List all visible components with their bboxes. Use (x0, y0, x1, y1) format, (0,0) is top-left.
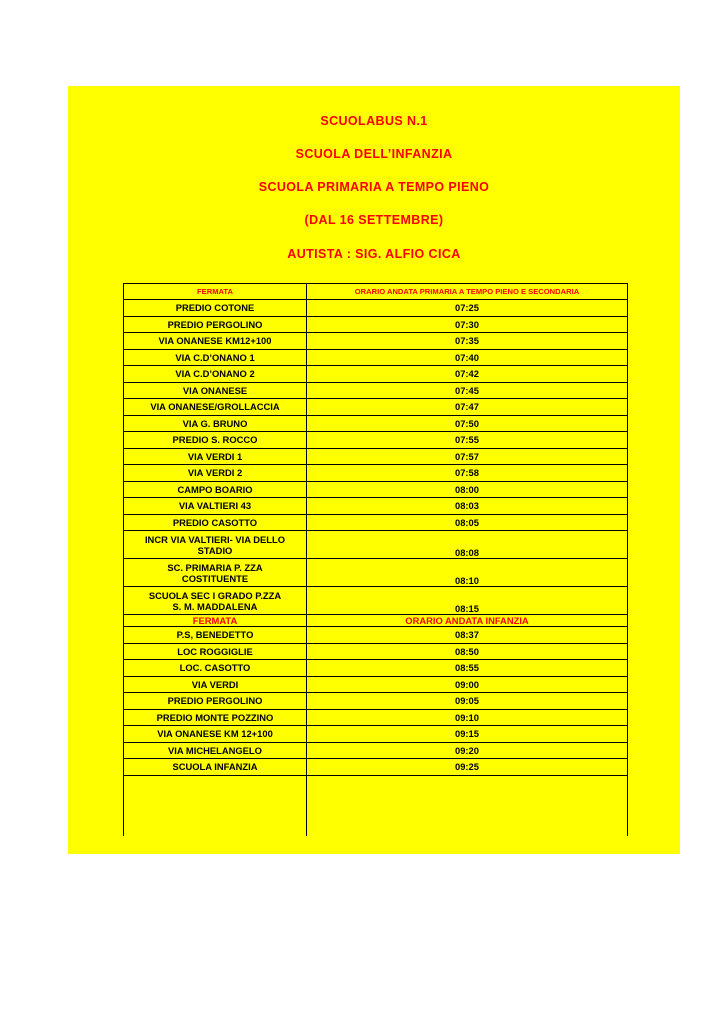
stop-name: VIA C.D’ONANO 1 (124, 349, 307, 366)
table-row (124, 676, 628, 693)
stop-name (124, 587, 307, 615)
school-primaria-title: SCUOLA PRIMARIA A TEMPO PIENO (258, 180, 490, 194)
start-date-title: (DAL 16 SETTEMBRE) (304, 213, 444, 227)
stop-name-line: INCR VIA VALTIERI- VIA DELLO (144, 533, 286, 545)
stop-name: VIA C.D’ONANO 2 (124, 366, 307, 383)
table-row (124, 514, 628, 531)
header-time: ORARIO ANDATA PRIMARIA A TEMPO PIENO E SECONDARIA (307, 284, 628, 300)
table-row (124, 481, 628, 498)
stop-time: 09:25 (307, 759, 628, 776)
table-row (124, 366, 628, 383)
table-row (124, 759, 628, 776)
stop-time: 08:10 (307, 559, 628, 587)
empty-cell (307, 775, 628, 836)
stop-time: 07:45 (307, 382, 628, 399)
stop-name: VIA VERDI (124, 676, 307, 693)
stop-time: 08:37 (307, 627, 628, 644)
stop-time: 08:05 (307, 514, 628, 531)
stop-name: VIA ONANESE KM12+100 (124, 333, 307, 350)
stop-time: 07:42 (307, 366, 628, 383)
table-row (124, 531, 628, 559)
stop-name: VIA MICHELANGELO (124, 742, 307, 759)
table-row (124, 415, 628, 432)
stop-name: PREDIO CASOTTO (124, 514, 307, 531)
stop-name-line: S. M. MADDALENA (172, 600, 258, 612)
stop-time: 08:03 (307, 498, 628, 515)
table-row (124, 382, 628, 399)
table-row (124, 349, 628, 366)
stop-name: VIA VALTIERI 43 (124, 498, 307, 515)
table-row (124, 709, 628, 726)
stop-name: VIA VERDI 2 (124, 465, 307, 482)
stop-time: 07:55 (307, 432, 628, 449)
table-row (124, 587, 628, 615)
header-time: ORARIO ANDATA INFANZIA (307, 615, 628, 627)
stop-time: 07:58 (307, 465, 628, 482)
stop-time: 07:57 (307, 448, 628, 465)
stop-time: 09:10 (307, 709, 628, 726)
stop-name: VIA VERDI 1 (124, 448, 307, 465)
empty-row (124, 775, 628, 836)
stop-name: PREDIO COTONE (124, 300, 307, 317)
stop-name: P.S, BENEDETTO (124, 627, 307, 644)
stop-time: 08:15 (307, 587, 628, 615)
table-header-row (124, 284, 628, 300)
stop-name: PREDIO PERGOLINO (124, 693, 307, 710)
stop-name: CAMPO BOARIO (124, 481, 307, 498)
table-header-row (124, 615, 628, 627)
school-infanzia-title: SCUOLA DELL’INFANZIA (295, 147, 453, 161)
table-row (124, 660, 628, 677)
table-row (124, 498, 628, 515)
stop-name: PREDIO MONTE POZZINO (124, 709, 307, 726)
table-row (124, 448, 628, 465)
stop-time: 09:00 (307, 676, 628, 693)
schedule-sheet (68, 86, 680, 854)
stop-time: 09:20 (307, 742, 628, 759)
stop-time: 07:40 (307, 349, 628, 366)
table-row (124, 643, 628, 660)
table-row (124, 300, 628, 317)
stop-name: LOC ROGGIGLIE (124, 643, 307, 660)
stop-name (124, 559, 307, 587)
stop-time: 08:55 (307, 660, 628, 677)
stop-name: VIA ONANESE/GROLLACCIA (124, 399, 307, 416)
table-row (124, 316, 628, 333)
stop-time: 07:47 (307, 399, 628, 416)
bus-title: SCUOLABUS N.1 (320, 114, 428, 128)
stop-name: VIA ONANESE KM 12+100 (124, 726, 307, 743)
stop-name: PREDIO S. ROCCO (124, 432, 307, 449)
stop-time: 09:15 (307, 726, 628, 743)
stop-name: PREDIO PERGOLINO (124, 316, 307, 333)
header-stop: FERMATA (124, 284, 307, 300)
table-row (124, 465, 628, 482)
stop-name: VIA G. BRUNO (124, 415, 307, 432)
table-row (124, 559, 628, 587)
table-row (124, 726, 628, 743)
stop-time: 07:25 (307, 300, 628, 317)
header-stop: FERMATA (124, 615, 307, 627)
stop-time: 09:05 (307, 693, 628, 710)
stop-time: 08:08 (307, 531, 628, 559)
table-row (124, 399, 628, 416)
stop-name: SCUOLA INFANZIA (124, 759, 307, 776)
schedule-table (123, 283, 628, 836)
stop-time: 08:00 (307, 481, 628, 498)
table-row (124, 333, 628, 350)
stop-name-line: SC. PRIMARIA P. ZZA (167, 561, 263, 573)
empty-cell (124, 775, 307, 836)
stop-name (124, 531, 307, 559)
stop-name-line: SCUOLA SEC I GRADO P.ZZA (148, 589, 282, 601)
stop-name-line: STADIO (197, 544, 233, 556)
table-row (124, 693, 628, 710)
stop-name: LOC. CASOTTO (124, 660, 307, 677)
driver-title: AUTISTA : SIG. ALFIO CICA (287, 247, 461, 261)
stop-time: 07:50 (307, 415, 628, 432)
table-row (124, 627, 628, 644)
table-row (124, 432, 628, 449)
stop-time: 07:30 (307, 316, 628, 333)
stop-time: 07:35 (307, 333, 628, 350)
stop-name: VIA ONANESE (124, 382, 307, 399)
stop-name-line: COSTITUENTE (181, 572, 249, 584)
stop-time: 08:50 (307, 643, 628, 660)
table-row (124, 742, 628, 759)
